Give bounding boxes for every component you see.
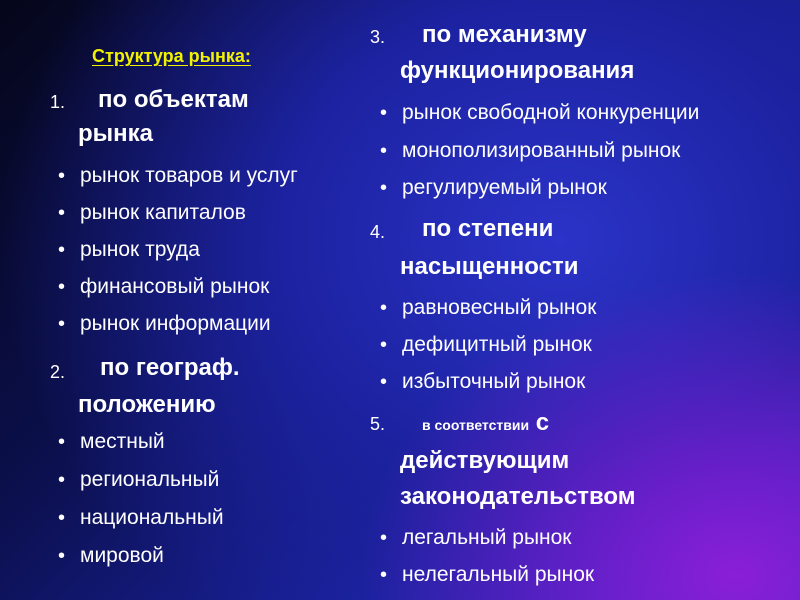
list-item: • дефицитный рынок [380, 333, 592, 356]
bullet: • [380, 564, 388, 586]
list-item: • региональный [58, 468, 220, 491]
section-1-number: 1. [50, 92, 66, 112]
list-item: • национальный [58, 506, 224, 529]
section-2-number: 2. [50, 362, 66, 382]
bullet: • [58, 469, 66, 491]
list-item: • равновесный рынок [380, 296, 597, 319]
bullet: • [380, 102, 388, 124]
bullet: • [380, 334, 388, 356]
bullet: • [58, 239, 66, 261]
list-item: • нелегальный рынок [380, 563, 595, 586]
section-3-heading-line2: функционирования [400, 57, 635, 84]
section-1-heading-line2: рынка [78, 120, 154, 147]
list-item: • местный [58, 430, 165, 453]
bullet: • [380, 177, 388, 199]
bullet: • [380, 297, 388, 319]
list-item: • регулируемый рынок [380, 176, 607, 199]
list-item: • рынок свободной конкуренции [380, 101, 700, 124]
bullet: • [58, 545, 66, 567]
list-item: • легальный рынок [380, 526, 572, 549]
bullet: • [58, 431, 66, 453]
list-item: • финансовый рынок [58, 275, 270, 298]
list-item: • рынок труда [58, 238, 200, 261]
list-item: • монополизированный рынок [380, 139, 681, 162]
structure-title: Структура рынка: [92, 46, 251, 66]
bullet: • [380, 371, 388, 393]
section-5-heading-line2: действующим [400, 447, 570, 474]
section-3-heading-line1: по механизму [422, 21, 587, 48]
list-item: • избыточный рынок [380, 370, 586, 393]
section-4-heading-line2: насыщенности [400, 253, 579, 280]
section-5-heading-line3: законодательством [400, 483, 636, 510]
section-1-heading-line1: по объектам [98, 86, 249, 113]
bullet: • [58, 507, 66, 529]
bullet: • [58, 165, 66, 187]
section-4-heading-line1: по степени [422, 215, 554, 242]
section-4-number: 4. [370, 222, 386, 242]
list-item: • рынок товаров и услуг [58, 164, 298, 187]
section-5-heading-line1: в соответствии с [422, 409, 550, 436]
list-item: • мировой [58, 544, 164, 567]
list-item: • рынок информации [58, 312, 271, 335]
list-item: • рынок капиталов [58, 201, 246, 224]
bullet: • [58, 313, 66, 335]
bullet: • [58, 276, 66, 298]
section-2-heading-line2: положению [78, 391, 216, 418]
bullet: • [380, 140, 388, 162]
bullet: • [380, 527, 388, 549]
section-5-number: 5. [370, 414, 386, 434]
section-2-heading-line1: по географ. [100, 354, 240, 381]
section-3-number: 3. [370, 27, 386, 47]
bullet: • [58, 202, 66, 224]
